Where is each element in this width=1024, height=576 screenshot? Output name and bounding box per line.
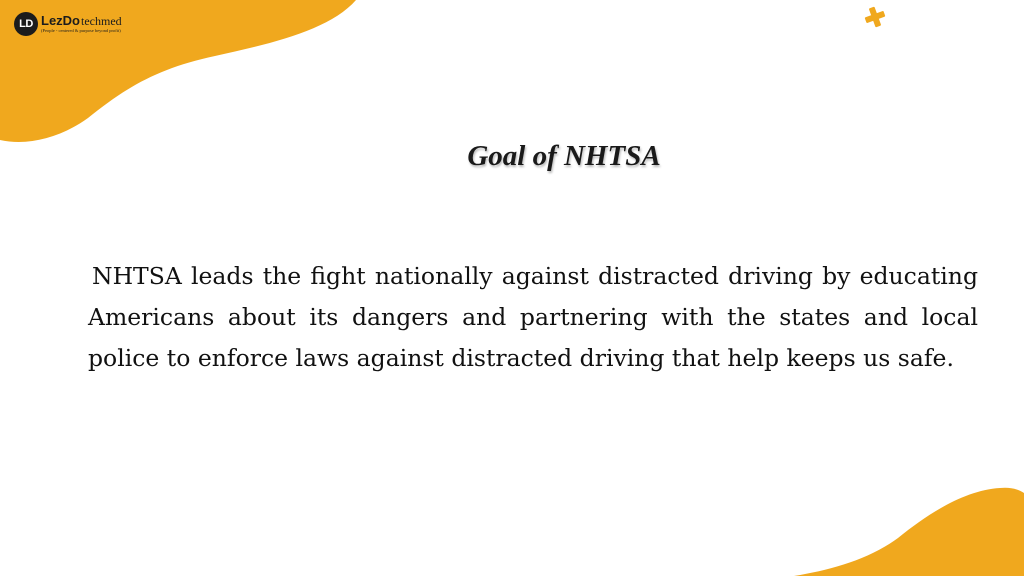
bottom-right-blob — [794, 488, 1024, 576]
plus-icon — [862, 4, 888, 30]
logo-wordmark — [41, 14, 122, 27]
logo-sub: techmed — [81, 14, 122, 29]
logo-brand: LezDo — [41, 13, 80, 29]
logo-mark-icon: LD — [14, 12, 38, 36]
logo-tagline: (People - centered & purpose beyond profit) — [41, 28, 121, 34]
slide-body-text: NHTSA leads the fight nationally against distracted driving by educating Americans about its dangers and partnering with the states and local police to enforce laws against distracted driving that help keeps us safe. — [88, 262, 978, 372]
logo — [14, 12, 122, 36]
slide-title: Goal of NHTSA — [467, 140, 661, 172]
logo-text — [41, 14, 122, 34]
